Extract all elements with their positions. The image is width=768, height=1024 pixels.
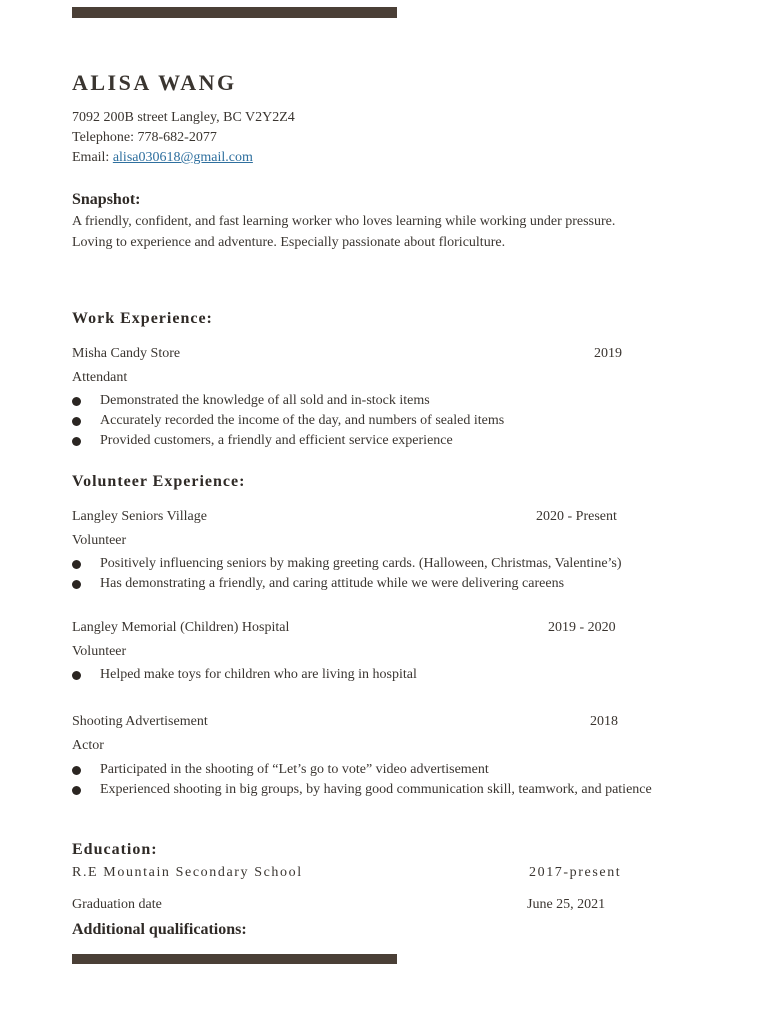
- snapshot-line-2: Loving to experience and adventure. Especially passionate about floriculture.: [72, 235, 506, 250]
- bullet-dot-icon: [72, 580, 81, 589]
- snapshot-line-1: A friendly, confident, and fast learning worker who loves learning while working under pressure.: [72, 214, 616, 229]
- bullet-text: Has demonstrating a friendly, and caring attitude while we were delivering careens: [100, 576, 565, 591]
- school-name: R.E Mountain Secondary School: [72, 865, 303, 880]
- snapshot-heading: Snapshot:: [72, 191, 141, 208]
- bottom-decorative-bar: [72, 954, 397, 964]
- education-heading: Education:: [72, 841, 158, 858]
- bullet-dot-icon: [72, 437, 81, 446]
- additional-qualifications-heading: Additional qualifications:: [72, 921, 247, 938]
- graduation-date: June 25, 2021: [527, 897, 606, 912]
- job-date: 2019 - 2020: [548, 620, 616, 635]
- bullet-text: Positively influencing seniors by making greeting cards. (Halloween, Christmas, Valentine’s): [100, 556, 622, 571]
- bullet-text: Demonstrated the knowledge of all sold and in-stock items: [100, 393, 430, 408]
- bullet-text: Experienced shooting in big groups, by having good communication skill, teamwork, and patience: [100, 782, 652, 797]
- bullet-dot-icon: [72, 671, 81, 680]
- job-role: Volunteer: [72, 644, 127, 659]
- job-org: Shooting Advertisement: [72, 714, 208, 729]
- volunteer-experience-heading: Volunteer Experience:: [72, 473, 246, 490]
- job-date: 2020 - Present: [536, 509, 617, 524]
- job-role: Actor: [72, 738, 104, 753]
- job-org: Langley Seniors Village: [72, 509, 207, 524]
- bullet-dot-icon: [72, 786, 81, 795]
- work-experience-heading: Work Experience:: [72, 310, 213, 327]
- job-role: Attendant: [72, 370, 128, 385]
- top-decorative-bar: [72, 7, 397, 18]
- bullet-text: Helped make toys for children who are living in hospital: [100, 667, 417, 682]
- bullet-text: Participated in the shooting of “Let’s go to vote” video advertisement: [100, 762, 489, 777]
- email-label: Email:: [72, 150, 113, 165]
- job-date: 2019: [594, 346, 622, 361]
- email-link[interactable]: alisa030618@gmail.com: [112, 150, 253, 165]
- bullet-dot-icon: [72, 397, 81, 406]
- job-date: 2018: [590, 714, 618, 729]
- bullet-dot-icon: [72, 417, 81, 426]
- telephone: Telephone: 778-682-2077: [72, 130, 217, 145]
- bullet-text: Accurately recorded the income of the day, and numbers of sealed items: [100, 413, 505, 428]
- job-role: Volunteer: [72, 533, 127, 548]
- job-org: Misha Candy Store: [72, 346, 181, 361]
- bullet-dot-icon: [72, 560, 81, 569]
- email-line: [72, 148, 253, 168]
- graduation-label: Graduation date: [72, 897, 162, 912]
- applicant-name: ALISA WANG: [72, 70, 237, 95]
- job-org: Langley Memorial (Children) Hospital: [72, 620, 290, 635]
- bullet-dot-icon: [72, 766, 81, 775]
- address: 7092 200B street Langley, BC V2Y2Z4: [72, 110, 295, 125]
- bullet-text: Provided customers, a friendly and efficient service experience: [100, 433, 453, 448]
- school-date: 2017-present: [529, 865, 622, 880]
